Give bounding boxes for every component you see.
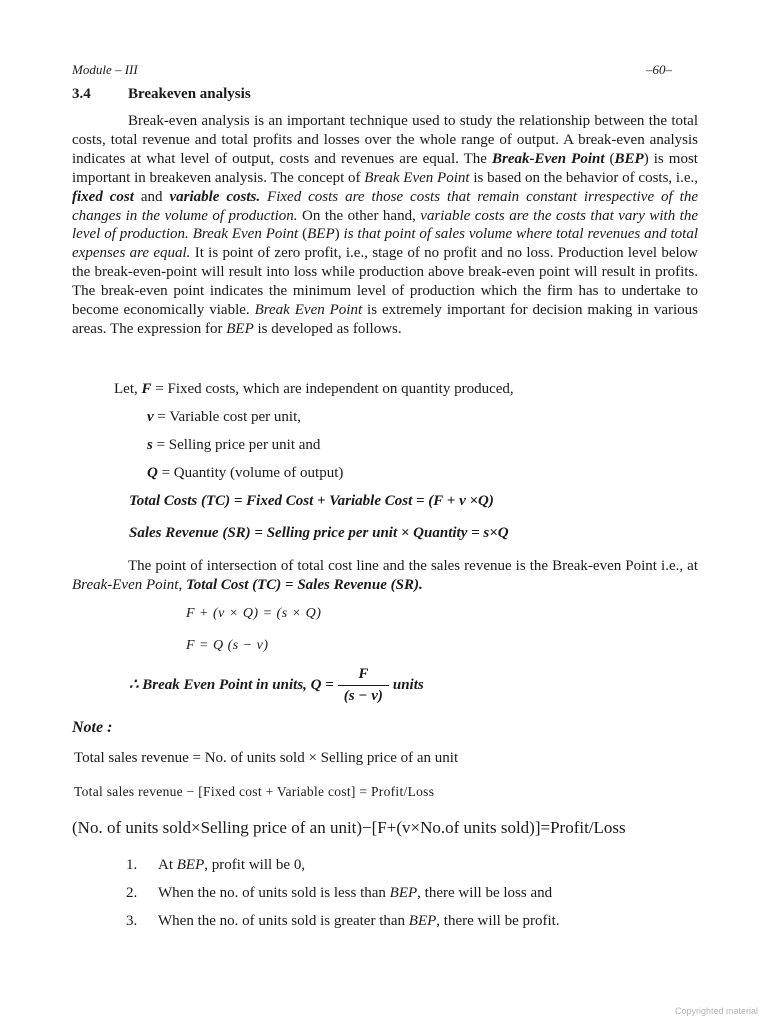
text-run: On the other hand, [297,207,421,224]
list-number: 1. [126,857,138,873]
derivation-line-1: F + (v × Q) = (s × Q) [186,606,322,621]
definition-F [114,381,514,398]
text-run: Fixed costs are those costs that remain constant irrespective of the changes in the volume of production. [72,188,698,224]
text-run: variable costs. [169,188,261,205]
text-run: , profit will be 0, [204,857,306,873]
note-line-3: (No. of units sold×Selling price of an unit)−[F+(v×No.of units sold)]=Profit/Loss [72,818,626,837]
list-number: 3. [126,913,138,929]
bep-formula [129,666,424,705]
text-run: BEP [408,913,437,929]
text-run: It is point of zero profit, i.e., stage of no profit and no loss. Production level below the break-even-point will result into loss while production above break-even point will result in profits. The break-even point indicates the minimum level of production which the firm has to undertake to become economically viable. [72,245,698,319]
text-run: Total Cost (TC) = Sales Revenue (SR). [185,576,423,593]
text-run: variable costs are the costs that vary with the level of production. Break Even Point [72,207,698,243]
text-run: and [133,188,170,205]
bep-formula-prefix: ∴ Break Even Point in units, Q = [129,676,334,693]
text-run: ) [334,226,344,243]
text-run: = Fixed costs, which are independent on quantity produced, [151,381,514,397]
text-run: v [147,409,154,425]
text-run: BEP [614,150,644,167]
definition-s [147,437,320,454]
text-run: is based on the behavior of costs, i.e., [469,169,699,186]
text-run: F [141,381,152,397]
bep-numerator: F [338,666,389,686]
text-run: The point of intersection of total cost line and the sales revenue is the Break-even Point i.e., at [128,558,698,574]
text-run: Break-Even Point [491,150,605,167]
text-run: fixed cost [72,188,134,205]
text-run: ( [298,226,308,243]
text-run: BEP [176,857,205,873]
text-run: , there will be loss and [417,885,553,901]
derivation-line-2: F = Q (s − v) [186,638,269,653]
section-title: Breakeven analysis [128,86,251,102]
text-run: At [158,857,177,873]
list-item [126,857,305,874]
text-run: Let, [114,381,142,397]
sales-revenue-equation: Sales Revenue (SR) = Selling price per unit × Quantity = s×Q [129,525,509,541]
text-run: = Quantity (volume of output) [157,465,344,481]
text-run: is that point of sales volume where total revenues and total expenses are equal. [72,226,699,262]
intro-paragraph [72,112,698,339]
bep-fraction [338,666,389,705]
note-heading: Note : [72,719,113,736]
text-run: Break-Even Point, [72,576,186,593]
list-item [126,913,560,930]
page-number: –60– [646,62,672,77]
text-run: = Selling price per unit and [152,437,321,453]
text-run: Break Even Point [364,169,470,186]
bep-formula-suffix: units [392,676,424,693]
text-run: When the no. of units sold is less than [158,885,390,901]
text-run: BEP [226,320,254,337]
text-run: Break Even Point [254,302,363,319]
note-line-2: Total sales revenue − [Fixed cost + Variable cost] = Profit/Loss [74,784,435,799]
text-run: is developed as follows. [253,320,402,337]
text-run: BEP [389,885,418,901]
text-run: is extremely important for decision making in various areas. The expression for [72,302,699,337]
text-run: = Variable cost per unit, [153,409,301,425]
text-run: ) is most important in breakeven analysis. The concept of [72,150,698,186]
note-line-1: Total sales revenue = No. of units sold × Selling price of an unit [74,750,459,766]
section-number: 3.4 [72,86,91,102]
section-heading [72,86,251,103]
module-label: Module – III [72,62,138,77]
text-run: Q [147,465,158,481]
definition-v [147,409,301,426]
text-run: ( [604,150,615,167]
intersection-paragraph [72,557,698,595]
definition-Q [147,465,343,482]
text-run: s [147,437,153,453]
list-item [126,885,552,902]
text-run: , there will be profit. [436,913,560,929]
copyright-watermark: Copyrighted material [674,1006,758,1016]
list-number: 2. [126,885,138,901]
text-run: BEP [307,226,335,243]
text-run: When the no. of units sold is greater than [158,913,409,929]
bep-denominator: (s − v) [343,688,383,704]
text-run: Break-even analysis is an important technique used to study the relationship between the total costs, total revenue and total profits and losses over the whole range of output. A break-even analysis indicates at what level of output, costs and revenues are equal. The [72,113,698,167]
total-costs-equation: Total Costs (TC) = Fixed Cost + Variable Cost = (F + v ×Q) [129,493,494,509]
